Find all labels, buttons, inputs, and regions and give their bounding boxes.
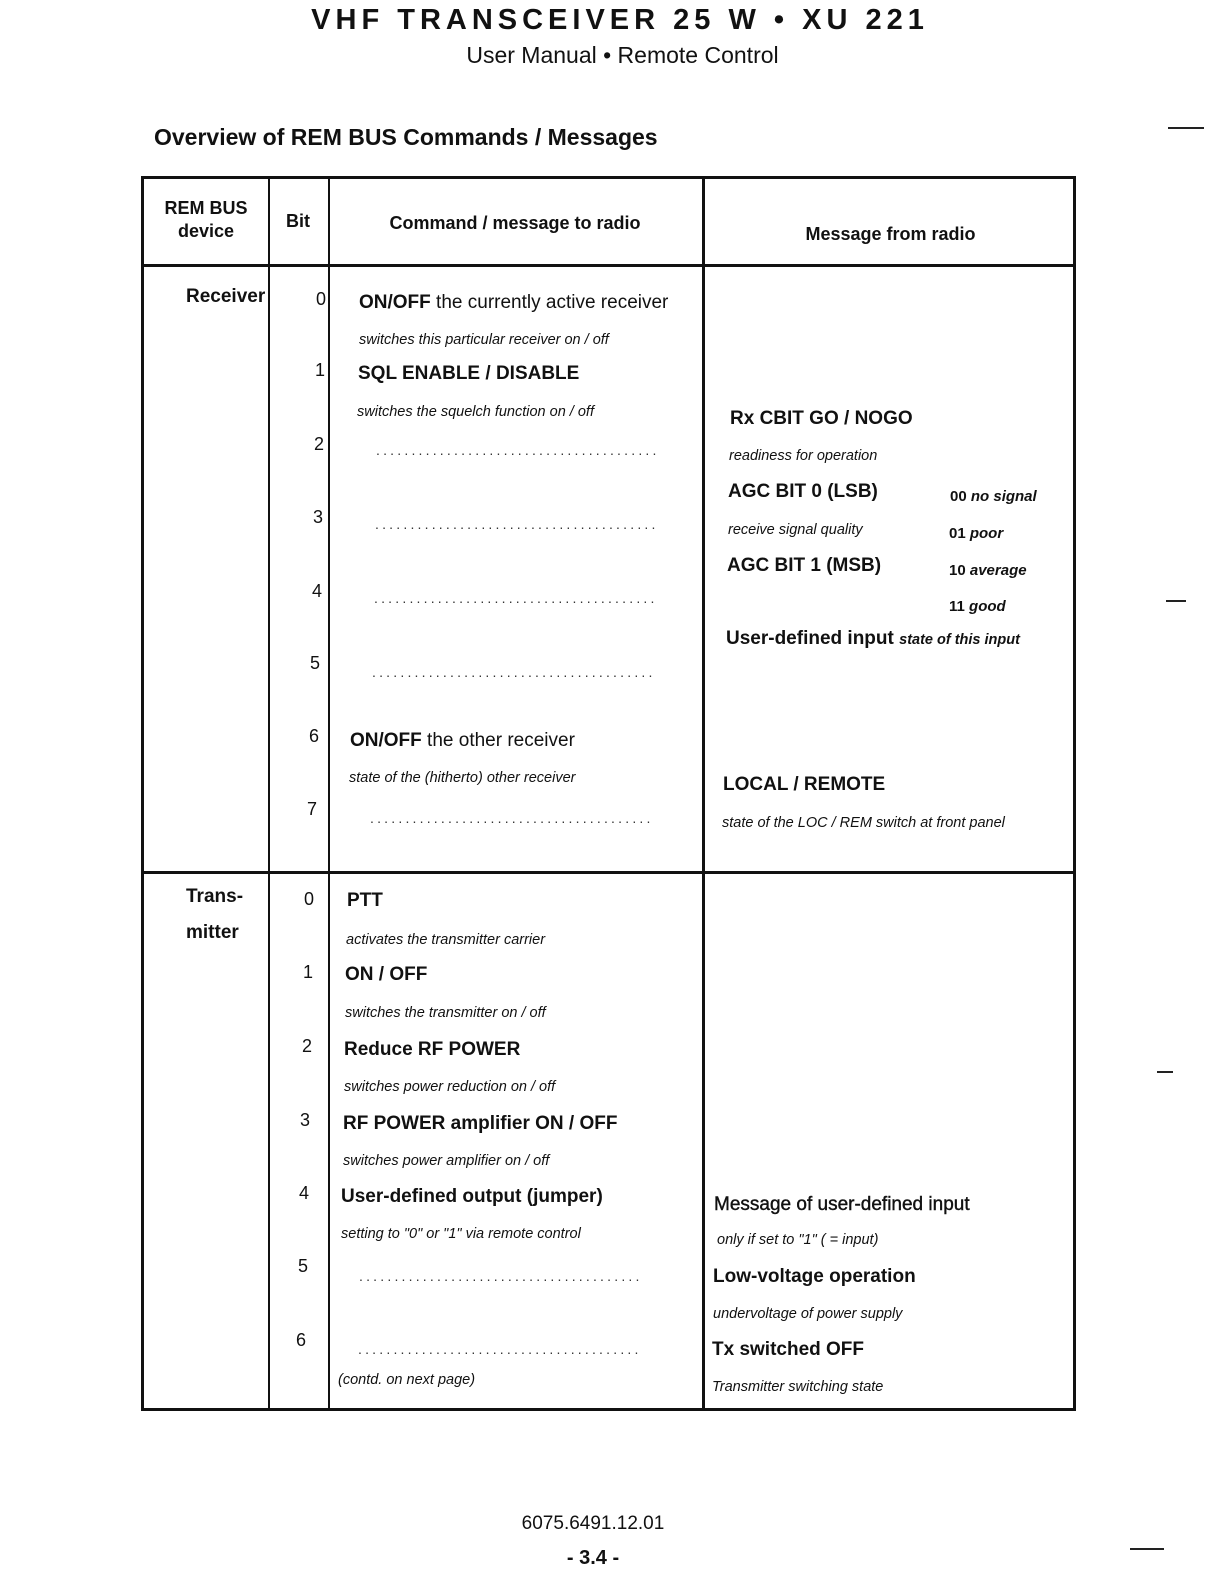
rx-empty-dots: ........................................ [374,590,658,606]
column-divider [702,179,705,1408]
device-transmitter-line1: Trans- [186,886,244,907]
header-command: Command / message to radio [389,213,641,233]
agc-code-row [949,598,1006,615]
receiver-bit: 3 [312,507,323,527]
tx-empty-dots: ........................................ [358,1341,642,1357]
agc-code-label: average [969,562,1027,579]
rx-cmd-other-desc: state of the (hitherto) other receiver [349,770,576,786]
agc-code: 01 [949,525,966,542]
rx-empty-dots: ........................................ [370,810,654,826]
device-transmitter [186,879,243,951]
rx-cmd-onoff-desc: switches this particular receiver on / off [359,332,609,348]
scan-margin-mark [1168,127,1204,129]
transmitter-bit: 4 [298,1183,309,1203]
transmitter-bit: 5 [297,1256,308,1276]
rx-msg-agc0-desc: receive signal quality [728,522,863,538]
rx-msg-user-input-desc: state of this input [899,632,1020,648]
tx-msg-user-input-desc: only if set to "1" ( = input) [717,1232,879,1248]
tx-msg-tx-off: Tx switched OFF [712,1339,865,1360]
receiver-bit: 2 [313,434,324,454]
document-subtitle: User Manual • Remote Control [466,42,779,68]
rx-cmd-sql-desc: switches the squelch function on / off [357,404,594,420]
rx-empty-dots: ........................................ [376,442,660,458]
rx-cmd-sql: SQL ENABLE / DISABLE [358,363,580,384]
rx-msg-agc1: AGC BIT 1 (MSB) [727,555,882,576]
transmitter-bit: 2 [301,1036,312,1056]
header-message: Message from radio [805,224,976,244]
header-divider [144,264,1073,267]
rx-cmd-other-bold: ON/OFF [350,730,422,751]
tx-cmd-onoff: ON / OFF [345,964,428,985]
rx-empty-dots: ........................................ [375,516,659,532]
transmitter-bit: 3 [299,1110,310,1130]
transmitter-bit: 6 [295,1330,306,1350]
header-device [144,197,268,243]
tx-msg-user-input: Message of user-defined input [714,1194,970,1215]
agc-code-label: poor [969,525,1004,542]
device-transmitter-line2: mitter [186,922,239,943]
rx-msg-local-remote: LOCAL / REMOTE [723,774,886,795]
rx-cmd-onoff-active [359,292,668,314]
tx-cmd-ptt-desc: activates the transmitter carrier [346,932,546,948]
tx-cmd-amplifier-desc: switches power amplifier on / off [343,1153,550,1169]
tx-empty-dots: ........................................ [359,1268,643,1284]
agc-code: 00 [950,488,967,505]
rx-cmd-other-rest: the other receiver [421,730,575,751]
transmitter-bit: 0 [303,889,314,909]
agc-code: 11 [949,598,965,615]
tx-cmd-onoff-desc: switches the transmitter on / off [345,1005,546,1021]
rx-msg-user-input-label: User-defined input [726,628,894,649]
tx-cmd-amplifier: RF POWER amplifier ON / OFF [343,1113,618,1134]
rx-empty-dots: ........................................ [372,664,656,680]
agc-code-row [949,525,1003,542]
receiver-bit: 0 [315,289,326,309]
rx-msg-cbit: Rx CBIT GO / NOGO [730,408,913,429]
tx-msg-low-voltage-desc: undervoltage of power supply [713,1306,903,1322]
receiver-bit: 6 [308,726,319,746]
rx-msg-user-input [726,628,1020,650]
section-divider [144,871,1073,874]
tx-cmd-reduce-power-desc: switches power reduction on / off [344,1079,556,1095]
transmitter-bit: 1 [302,962,313,982]
header-bit: Bit [286,211,310,231]
rx-msg-cbit-desc: readiness for operation [729,448,878,464]
receiver-bit: 1 [314,360,325,380]
tx-msg-low-voltage: Low-voltage operation [713,1266,916,1287]
agc-code-label: good [969,598,1006,615]
agc-code: 10 [949,562,966,579]
tx-cmd-reduce-power: Reduce RF POWER [344,1039,521,1060]
header-device-line2: device [177,221,235,241]
receiver-bit: 5 [309,653,320,673]
page-number: - 3.4 - [566,1547,620,1569]
rx-msg-agc0: AGC BIT 0 (LSB) [728,481,878,502]
column-divider [268,179,270,1408]
tx-cmd-ptt: PTT [347,890,383,911]
agc-code-label: no signal [970,488,1037,505]
receiver-bit: 4 [311,581,322,601]
rem-bus-table [141,176,1076,1411]
header-device-line1: REM BUS [164,198,248,218]
receiver-bit: 7 [306,799,317,819]
tx-cmd-user-output: User-defined output (jumper) [341,1186,603,1207]
document-code: 6075.6491.12.01 [521,1513,665,1534]
tx-cmd-user-output-desc: setting to "0" or "1" via remote control [341,1226,581,1242]
agc-code-row [949,562,1027,579]
device-receiver: Receiver [186,286,266,307]
scan-margin-mark [1166,600,1186,602]
rx-cmd-onoff-other [350,730,575,752]
document-title: VHF TRANSCEIVER 25 W • XU 221 [311,4,929,36]
scan-margin-mark [1157,1071,1173,1073]
tx-msg-tx-off-desc: Transmitter switching state [712,1379,884,1395]
rx-cmd-onoff-rest: the currently active receiver [430,292,669,313]
section-heading: Overview of REM BUS Commands / Messages [154,124,658,150]
rx-msg-local-desc: state of the LOC / REM switch at front panel [722,815,1005,831]
rx-cmd-onoff-bold: ON/OFF [359,292,431,313]
agc-code-row [950,488,1037,505]
tx-contd-note: (contd. on next page) [338,1372,476,1388]
